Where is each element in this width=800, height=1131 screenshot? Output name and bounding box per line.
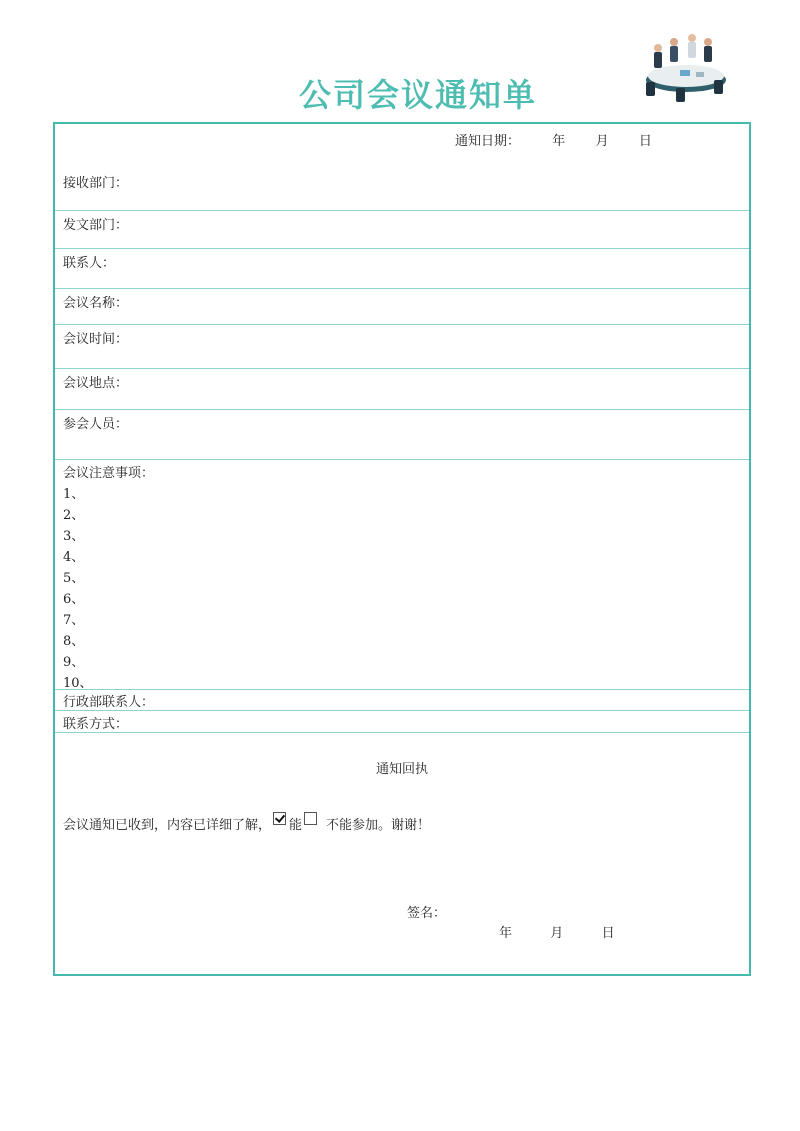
signature-day: 日 bbox=[601, 926, 615, 941]
signature-label: 签名： bbox=[407, 906, 447, 921]
note-item: 9、 bbox=[63, 655, 85, 670]
attendees-row bbox=[55, 409, 749, 460]
date-month: 月 bbox=[595, 134, 609, 149]
meeting-name-row bbox=[55, 288, 749, 325]
note-item: 3、 bbox=[63, 529, 85, 544]
issuer-dept-row bbox=[55, 210, 749, 249]
meeting-time-label: 会议时间： bbox=[63, 332, 129, 347]
receipt-statement bbox=[63, 812, 430, 833]
contact-method-label: 联系方式： bbox=[63, 717, 129, 732]
signature-year: 年 bbox=[499, 926, 513, 941]
cannot-attend-checkbox[interactable] bbox=[304, 812, 317, 825]
note-item: 1、 bbox=[63, 487, 85, 502]
cannot-attend-label: 不能参加。谢谢！ bbox=[326, 818, 431, 833]
notes-title: 会议注意事项： bbox=[63, 466, 155, 481]
note-item: 7、 bbox=[63, 613, 85, 628]
contact-row bbox=[55, 248, 749, 289]
meeting-place-label: 会议地点： bbox=[63, 376, 129, 391]
signature-month: 月 bbox=[550, 926, 564, 941]
note-item: 10、 bbox=[63, 676, 93, 691]
issuer-dept-label: 发文部门： bbox=[63, 218, 129, 233]
receipt-title: 通知回执 bbox=[375, 762, 428, 777]
receiver-dept-row bbox=[55, 124, 749, 211]
contact-method-row bbox=[55, 710, 749, 733]
meeting-illustration-icon bbox=[636, 28, 732, 108]
admin-contact-row bbox=[55, 689, 749, 711]
notice-form bbox=[53, 122, 751, 976]
receiver-dept-label: 接收部门： bbox=[63, 176, 129, 191]
note-item: 4、 bbox=[63, 550, 85, 565]
date-label: 通知日期： bbox=[455, 134, 521, 149]
can-attend-label: 能 bbox=[289, 818, 303, 833]
note-item: 2、 bbox=[63, 508, 85, 523]
date-year: 年 bbox=[552, 134, 566, 149]
meeting-place-row bbox=[55, 368, 749, 410]
admin-contact-label: 行政部联系人： bbox=[63, 695, 155, 710]
note-item: 6、 bbox=[63, 592, 85, 607]
page-title: 公司会议通知单 bbox=[298, 76, 537, 114]
meeting-name-label: 会议名称： bbox=[63, 296, 129, 311]
meeting-time-row bbox=[55, 324, 749, 369]
receipt-text: 会议通知已收到，内容已详细了解， bbox=[63, 818, 272, 833]
notes-row bbox=[55, 459, 749, 690]
note-item: 8、 bbox=[63, 634, 85, 649]
attendees-label: 参会人员： bbox=[63, 417, 129, 432]
signature-date bbox=[499, 922, 615, 941]
note-item: 5、 bbox=[63, 571, 85, 586]
contact-label: 联系人： bbox=[63, 256, 116, 271]
date-day: 日 bbox=[638, 134, 652, 149]
can-attend-checkbox[interactable] bbox=[273, 812, 286, 825]
